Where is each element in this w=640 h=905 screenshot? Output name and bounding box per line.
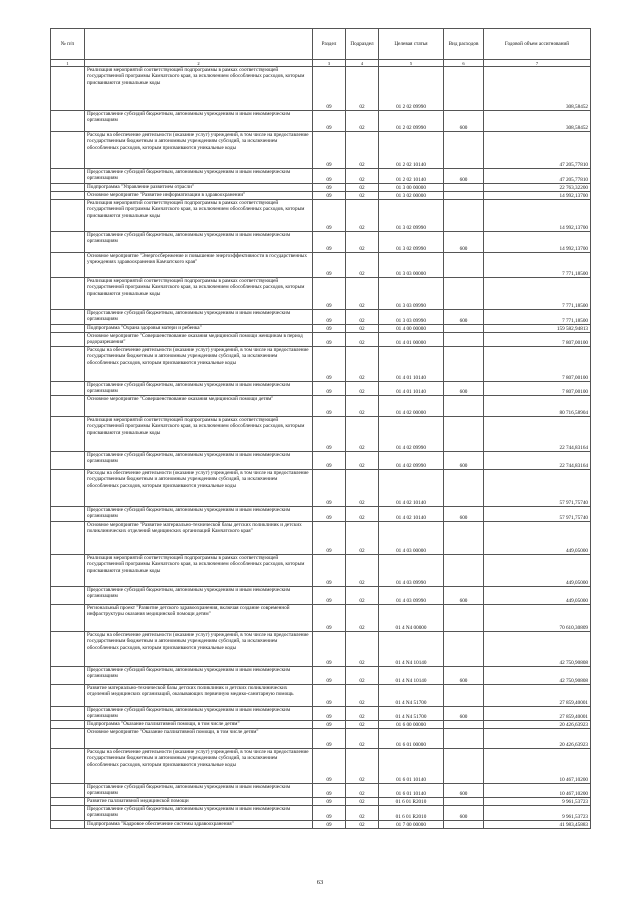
row-section: 09 [313, 278, 346, 310]
row-amount: 20 426,63923 [484, 729, 591, 749]
row-num-cell [51, 605, 85, 632]
row-amount: 14 992,13700 [484, 200, 591, 232]
row-description: Основное мероприятие "Совершенствование оказания медицинской помощи детям" [85, 396, 313, 417]
row-subsection: 02 [346, 192, 379, 200]
header-desc [85, 29, 313, 60]
row-expense-type: 600 [444, 382, 484, 396]
table-row [51, 605, 591, 632]
row-section: 09 [313, 749, 346, 784]
row-amount: 57 971,75740 [484, 507, 591, 522]
row-expense-type [444, 821, 484, 829]
row-num-cell [51, 169, 85, 184]
row-num-cell [51, 347, 85, 382]
row-section: 09 [313, 587, 346, 605]
row-num-cell [51, 707, 85, 721]
row-section: 09 [313, 67, 346, 111]
row-section: 09 [313, 452, 346, 470]
table-row [51, 707, 591, 721]
row-section: 09 [313, 784, 346, 798]
row-target-article: 01 4 N4 00000 [379, 605, 444, 632]
row-num-cell [51, 325, 85, 333]
row-target-article: 01 4 00 00000 [379, 325, 444, 333]
table-row [51, 169, 591, 184]
row-subsection: 02 [346, 310, 379, 325]
row-num-cell [51, 729, 85, 749]
row-amount: 80 716,58904 [484, 396, 591, 417]
row-num-cell [51, 685, 85, 707]
row-description: Подпрограмма "Кадровое обеспечение системы здравоохранения" [85, 821, 313, 829]
row-description: Подпрограмма "Оказание паллиативной помощи, в том числе детям" [85, 721, 313, 729]
row-description: Расходы на обеспечение деятельности (оказание услуг) учреждений, в том числе на предоставление государственным бюджетным и автономным учреждениям субсидий, за исключением обособленных расходов, которым присваиваются уникальные коды [85, 132, 313, 169]
table-row [51, 798, 591, 806]
colnum: 1 [51, 60, 85, 67]
header-section: Раздел [313, 29, 346, 60]
row-expense-type [444, 253, 484, 278]
row-num-cell [51, 749, 85, 784]
row-num-cell [51, 587, 85, 605]
row-expense-type [444, 184, 484, 192]
table-row [51, 821, 591, 829]
row-section: 09 [313, 721, 346, 729]
row-num-cell [51, 667, 85, 685]
row-target-article: 01 4 02 00000 [379, 396, 444, 417]
row-subsection: 02 [346, 729, 379, 749]
table-row [51, 396, 591, 417]
row-amount: 449,05000 [484, 522, 591, 555]
row-target-article: 01 2 02 10140 [379, 169, 444, 184]
row-target-article: 01 3 02 00000 [379, 192, 444, 200]
row-target-article: 01 4 02 09990 [379, 417, 444, 452]
row-num-cell [51, 632, 85, 667]
row-num-cell [51, 417, 85, 452]
row-target-article: 01 4 N4 10140 [379, 632, 444, 667]
colnum: 6 [444, 60, 484, 67]
row-num-cell [51, 806, 85, 821]
row-num-cell [51, 522, 85, 555]
table-row [51, 417, 591, 452]
row-num-cell [51, 382, 85, 396]
row-section: 09 [313, 806, 346, 821]
table-row [51, 587, 591, 605]
row-section: 09 [313, 132, 346, 169]
table-row [51, 132, 591, 169]
row-subsection: 02 [346, 382, 379, 396]
header-subsection: Подраздел [346, 29, 379, 60]
row-description: Предоставление субсидий бюджетным, автономным учреждениям и иным некоммерческим организациям [85, 310, 313, 325]
row-section: 09 [313, 169, 346, 184]
row-subsection: 02 [346, 333, 379, 347]
page-number: 63 [316, 879, 324, 886]
row-num-cell [51, 821, 85, 829]
row-description: Предоставление субсидий бюджетным, автономным учреждениям и иным некоммерческим организациям [85, 111, 313, 132]
row-target-article: 01 7 00 00000 [379, 821, 444, 829]
row-amount: 42 750,90808 [484, 632, 591, 667]
row-description: Реализация мероприятий соответствующей подпрограммы в рамках соответствующей государственной программы Камчатского края, за исключением обособленных расходов, которым присваиваются уникальные коды [85, 417, 313, 452]
row-section: 09 [313, 347, 346, 382]
row-description: Предоставление субсидий бюджетным, автономным учреждениям и иным некоммерческим организациям [85, 707, 313, 721]
row-num-cell [51, 470, 85, 507]
table-row [51, 325, 591, 333]
row-target-article: 01 4 02 10140 [379, 507, 444, 522]
row-target-article: 01 6 01 R2010 [379, 806, 444, 821]
row-description: Реализация мероприятий соответствующей подпрограммы в рамках соответствующей государственной программы Камчатского края, за исключением обособленных расходов, которым присваиваются уникальные коды [85, 555, 313, 587]
table-row [51, 721, 591, 729]
row-expense-type [444, 278, 484, 310]
row-target-article: 01 2 02 10140 [379, 132, 444, 169]
row-subsection: 02 [346, 253, 379, 278]
row-amount: 47 205,77810 [484, 169, 591, 184]
row-num-cell [51, 278, 85, 310]
row-section: 09 [313, 667, 346, 685]
table-row [51, 685, 591, 707]
table-row [51, 67, 591, 111]
row-section: 09 [313, 821, 346, 829]
row-subsection: 02 [346, 347, 379, 382]
row-subsection: 02 [346, 67, 379, 111]
row-subsection: 02 [346, 632, 379, 667]
colnum: 7 [484, 60, 591, 67]
row-amount: 42 750,90808 [484, 667, 591, 685]
row-amount: 9 961,53723 [484, 806, 591, 821]
row-description: Предоставление субсидий бюджетным, автономным учреждениям и иным некоммерческим организациям [85, 667, 313, 685]
row-target-article: 01 3 00 00000 [379, 184, 444, 192]
row-description: Расходы на обеспечение деятельности (оказание услуг) учреждений, в том числе на предоставление государственным бюджетным и автономным учреждениям субсидий, за исключением обособленных расходов, которым присваиваются уникальные коды [85, 749, 313, 784]
row-num-cell [51, 253, 85, 278]
table-row [51, 333, 591, 347]
row-expense-type: 600 [444, 806, 484, 821]
row-description: Предоставление субсидий бюджетным, автономным учреждениям и иным некоммерческим организациям [85, 382, 313, 396]
row-num-cell [51, 111, 85, 132]
row-expense-type [444, 396, 484, 417]
row-expense-type [444, 417, 484, 452]
row-description: Предоставление субсидий бюджетным, автономным учреждениям и иным некоммерческим организациям [85, 232, 313, 253]
row-expense-type: 600 [444, 232, 484, 253]
table-row [51, 347, 591, 382]
row-num-cell [51, 132, 85, 169]
row-subsection: 02 [346, 111, 379, 132]
row-section: 09 [313, 507, 346, 522]
table-body [51, 67, 591, 829]
row-target-article: 01 4 03 09990 [379, 555, 444, 587]
row-section: 09 [313, 325, 346, 333]
row-amount: 7 807,00100 [484, 347, 591, 382]
row-section: 09 [313, 555, 346, 587]
row-amount: 57 971,75740 [484, 470, 591, 507]
row-amount: 27 859,40001 [484, 707, 591, 721]
row-description: Подпрограмма "Управление развитием отрасли" [85, 184, 313, 192]
row-num-cell [51, 232, 85, 253]
row-num-cell [51, 555, 85, 587]
row-amount: 47 205,77810 [484, 132, 591, 169]
row-amount: 7 807,00100 [484, 333, 591, 347]
table-row [51, 667, 591, 685]
row-description: Основное мероприятие "Развитие материально-технической базы детских поликлиник и детских поликлинических отделений медицинских организаций Камчатского края" [85, 522, 313, 555]
row-expense-type [444, 605, 484, 632]
row-description: Основное мероприятие "Оказание паллиативной помощи, в том числе детям" [85, 729, 313, 749]
row-subsection: 02 [346, 452, 379, 470]
row-target-article: 01 2 02 09990 [379, 67, 444, 111]
table-row [51, 111, 591, 132]
row-target-article: 01 6 01 00000 [379, 729, 444, 749]
row-expense-type: 600 [444, 310, 484, 325]
row-num-cell [51, 67, 85, 111]
row-target-article: 01 4 N4 51700 [379, 685, 444, 707]
row-description: Предоставление субсидий бюджетным, автономным учреждениям и иным некоммерческим организациям [85, 784, 313, 798]
row-subsection: 02 [346, 507, 379, 522]
row-expense-type [444, 132, 484, 169]
row-description: Расходы на обеспечение деятельности (оказание услуг) учреждений, в том числе на предоставление государственным бюджетным и автономным учреждениям субсидий, за исключением обособленных расходов, которым присваиваются уникальные коды [85, 347, 313, 382]
row-description: Развитие паллиативной медицинской помощи [85, 798, 313, 806]
row-description: Реализация мероприятий соответствующей подпрограммы в рамках соответствующей государственной программы Камчатского края, за исключением обособленных расходов, которым присваиваются уникальные коды [85, 200, 313, 232]
row-description: Расходы на обеспечение деятельности (оказание услуг) учреждений, в том числе на предоставление государственным бюджетным и автономным учреждениям субсидий, за исключением обособленных расходов, которым присваиваются уникальные коды [85, 632, 313, 667]
row-target-article: 01 4 02 09990 [379, 452, 444, 470]
row-subsection: 02 [346, 587, 379, 605]
row-section: 09 [313, 522, 346, 555]
row-description: Предоставление субсидий бюджетным, автономным учреждениям и иным некоммерческим организациям [85, 587, 313, 605]
row-subsection: 02 [346, 522, 379, 555]
row-section: 09 [313, 605, 346, 632]
row-expense-type: 600 [444, 587, 484, 605]
row-amount: 159 582,94813 [484, 325, 591, 333]
row-target-article: 01 6 01 R2010 [379, 798, 444, 806]
row-expense-type [444, 555, 484, 587]
row-subsection: 02 [346, 721, 379, 729]
row-description: Предоставление субсидий бюджетным, автономным учреждениям и иным некоммерческим организациям [85, 507, 313, 522]
row-section: 09 [313, 798, 346, 806]
table-row [51, 507, 591, 522]
row-num-cell [51, 721, 85, 729]
row-expense-type: 600 [444, 507, 484, 522]
row-target-article: 01 4 03 00000 [379, 522, 444, 555]
table-row [51, 522, 591, 555]
row-target-article: 01 3 03 09990 [379, 310, 444, 325]
header-target: Целевая статья [379, 29, 444, 60]
row-expense-type: 600 [444, 169, 484, 184]
row-target-article: 01 4 02 10140 [379, 470, 444, 507]
row-description: Основное мероприятие "Энергосбережение и повышение энергоэффективности в государственных учреждениях здравоохранения Камчатского края" [85, 253, 313, 278]
table-header-row [51, 29, 591, 60]
row-num-cell [51, 333, 85, 347]
row-section: 09 [313, 729, 346, 749]
column-number-row [51, 60, 591, 67]
table-row [51, 749, 591, 784]
row-subsection: 02 [346, 470, 379, 507]
row-section: 09 [313, 310, 346, 325]
row-num-cell [51, 184, 85, 192]
row-amount: 10 467,10200 [484, 784, 591, 798]
colnum: 4 [346, 60, 379, 67]
row-amount: 7 807,00100 [484, 382, 591, 396]
colnum: 3 [313, 60, 346, 67]
row-subsection: 02 [346, 184, 379, 192]
row-subsection: 02 [346, 685, 379, 707]
row-subsection: 02 [346, 784, 379, 798]
row-section: 09 [313, 184, 346, 192]
row-target-article: 01 4 01 10140 [379, 347, 444, 382]
row-description: Реализация мероприятий соответствующей подпрограммы в рамках соответствующей государственной программы Камчатского края, за исключением обособленных расходов, которым присваиваются уникальные коды [85, 278, 313, 310]
row-expense-type [444, 192, 484, 200]
table-row [51, 184, 591, 192]
row-subsection: 02 [346, 798, 379, 806]
row-expense-type [444, 749, 484, 784]
row-amount: 449,05000 [484, 587, 591, 605]
table-row [51, 232, 591, 253]
row-expense-type [444, 470, 484, 507]
row-target-article: 01 4 N4 51700 [379, 707, 444, 721]
budget-table [50, 28, 591, 829]
row-amount: 41 983,45883 [484, 821, 591, 829]
row-expense-type [444, 325, 484, 333]
header-num: № п/п [51, 29, 85, 60]
row-description: Подпрограмма "Охрана здоровья матери и ребенка" [85, 325, 313, 333]
row-subsection: 02 [346, 667, 379, 685]
row-num-cell [51, 192, 85, 200]
table-row [51, 632, 591, 667]
row-description: Предоставление субсидий бюджетным, автономным учреждениям и иным некоммерческим организациям [85, 806, 313, 821]
row-amount: 449,05000 [484, 555, 591, 587]
row-section: 09 [313, 685, 346, 707]
row-section: 09 [313, 232, 346, 253]
row-section: 09 [313, 707, 346, 721]
row-amount: 22 763,32200 [484, 184, 591, 192]
row-subsection: 02 [346, 555, 379, 587]
table-row [51, 806, 591, 821]
row-section: 09 [313, 382, 346, 396]
row-amount: 22 744,83164 [484, 452, 591, 470]
table-row [51, 192, 591, 200]
row-description: Расходы на обеспечение деятельности (оказание услуг) учреждений, в том числе на предоставление государственным бюджетным и автономным учреждениям субсидий, за исключением обособленных расходов, которым присваиваются уникальные коды [85, 470, 313, 507]
row-target-article: 01 3 02 09990 [379, 200, 444, 232]
row-target-article: 01 4 01 00000 [379, 333, 444, 347]
row-num-cell [51, 310, 85, 325]
row-expense-type [444, 632, 484, 667]
row-section: 09 [313, 396, 346, 417]
row-amount: 10 467,10200 [484, 749, 591, 784]
row-description: Предоставление субсидий бюджетным, автономным учреждениям и иным некоммерческим организациям [85, 169, 313, 184]
row-amount: 14 992,13700 [484, 232, 591, 253]
row-target-article: 01 6 01 10140 [379, 749, 444, 784]
row-subsection: 02 [346, 707, 379, 721]
row-section: 09 [313, 417, 346, 452]
row-section: 09 [313, 111, 346, 132]
row-section: 09 [313, 333, 346, 347]
row-subsection: 02 [346, 821, 379, 829]
row-section: 09 [313, 192, 346, 200]
row-section: 09 [313, 632, 346, 667]
row-subsection: 02 [346, 749, 379, 784]
row-target-article: 01 6 01 10140 [379, 784, 444, 798]
row-section: 09 [313, 253, 346, 278]
table-row [51, 253, 591, 278]
row-amount: 20 426,63923 [484, 721, 591, 729]
row-subsection: 02 [346, 278, 379, 310]
row-num-cell [51, 507, 85, 522]
row-section: 09 [313, 470, 346, 507]
row-amount: 308,58452 [484, 111, 591, 132]
row-amount: 9 961,53723 [484, 798, 591, 806]
row-expense-type: 600 [444, 707, 484, 721]
row-subsection: 02 [346, 605, 379, 632]
row-num-cell [51, 200, 85, 232]
row-description: Реализация мероприятий соответствующей подпрограммы в рамках соответствующей государственной программы Камчатского края, за исключением обособленных расходов, которым присваиваются уникальные коды [85, 67, 313, 111]
table-row [51, 382, 591, 396]
row-target-article: 01 3 03 00000 [379, 253, 444, 278]
row-amount: 7 771,18500 [484, 278, 591, 310]
row-amount: 7 771,18500 [484, 310, 591, 325]
row-section: 09 [313, 200, 346, 232]
row-target-article: 01 2 02 09990 [379, 111, 444, 132]
colnum: 2 [85, 60, 313, 67]
row-subsection: 02 [346, 325, 379, 333]
row-target-article: 01 3 02 09990 [379, 232, 444, 253]
row-description: Развитие материально-технической базы детских поликлиник и детских поликлинических отделений медицинских организаций, оказывающих первичную медико-санитарную помощь [85, 685, 313, 707]
table-row [51, 310, 591, 325]
table-row [51, 784, 591, 798]
row-amount: 27 859,40001 [484, 685, 591, 707]
header-amount: Годовой объем ассигнований [484, 29, 591, 60]
row-expense-type [444, 522, 484, 555]
row-subsection: 02 [346, 232, 379, 253]
row-num-cell [51, 452, 85, 470]
row-amount: 308,58452 [484, 67, 591, 111]
table-row [51, 729, 591, 749]
row-expense-type [444, 333, 484, 347]
row-expense-type: 600 [444, 784, 484, 798]
row-num-cell [51, 798, 85, 806]
row-subsection: 02 [346, 169, 379, 184]
row-amount: 14 992,13700 [484, 192, 591, 200]
row-subsection: 02 [346, 200, 379, 232]
row-subsection: 02 [346, 396, 379, 417]
table-row [51, 470, 591, 507]
row-amount: 22 744,83164 [484, 417, 591, 452]
row-expense-type: 600 [444, 667, 484, 685]
row-target-article: 01 4 03 09990 [379, 587, 444, 605]
table-row [51, 452, 591, 470]
row-subsection: 02 [346, 417, 379, 452]
row-expense-type: 600 [444, 452, 484, 470]
row-subsection: 02 [346, 806, 379, 821]
row-target-article: 01 4 N4 10140 [379, 667, 444, 685]
row-expense-type [444, 798, 484, 806]
header-exptype: Вид расходов [444, 29, 484, 60]
row-target-article: 01 3 03 09990 [379, 278, 444, 310]
table-row [51, 555, 591, 587]
row-expense-type [444, 729, 484, 749]
row-subsection: 02 [346, 132, 379, 169]
row-amount: 70 610,30809 [484, 605, 591, 632]
row-amount: 7 771,18500 [484, 253, 591, 278]
row-expense-type [444, 685, 484, 707]
table-row [51, 278, 591, 310]
row-description: Основное мероприятие "Развитие информатизации в здравоохранении" [85, 192, 313, 200]
row-expense-type [444, 67, 484, 111]
row-num-cell [51, 396, 85, 417]
row-num-cell [51, 784, 85, 798]
row-target-article: 01 6 00 00000 [379, 721, 444, 729]
row-expense-type: 600 [444, 111, 484, 132]
table-row [51, 200, 591, 232]
colnum: 5 [379, 60, 444, 67]
row-expense-type [444, 721, 484, 729]
row-expense-type [444, 347, 484, 382]
row-description: Предоставление субсидий бюджетным, автономным учреждениям и иным некоммерческим организациям [85, 452, 313, 470]
row-expense-type [444, 200, 484, 232]
row-description: Региональный проект "Развитие детского здравоохранения, включая создание современной инфраструктуры оказания медицинской помощи детям" [85, 605, 313, 632]
row-description: Основное мероприятие "Совершенствование оказания медицинской помощи женщинам в период родоразрешения" [85, 333, 313, 347]
row-target-article: 01 4 01 10140 [379, 382, 444, 396]
